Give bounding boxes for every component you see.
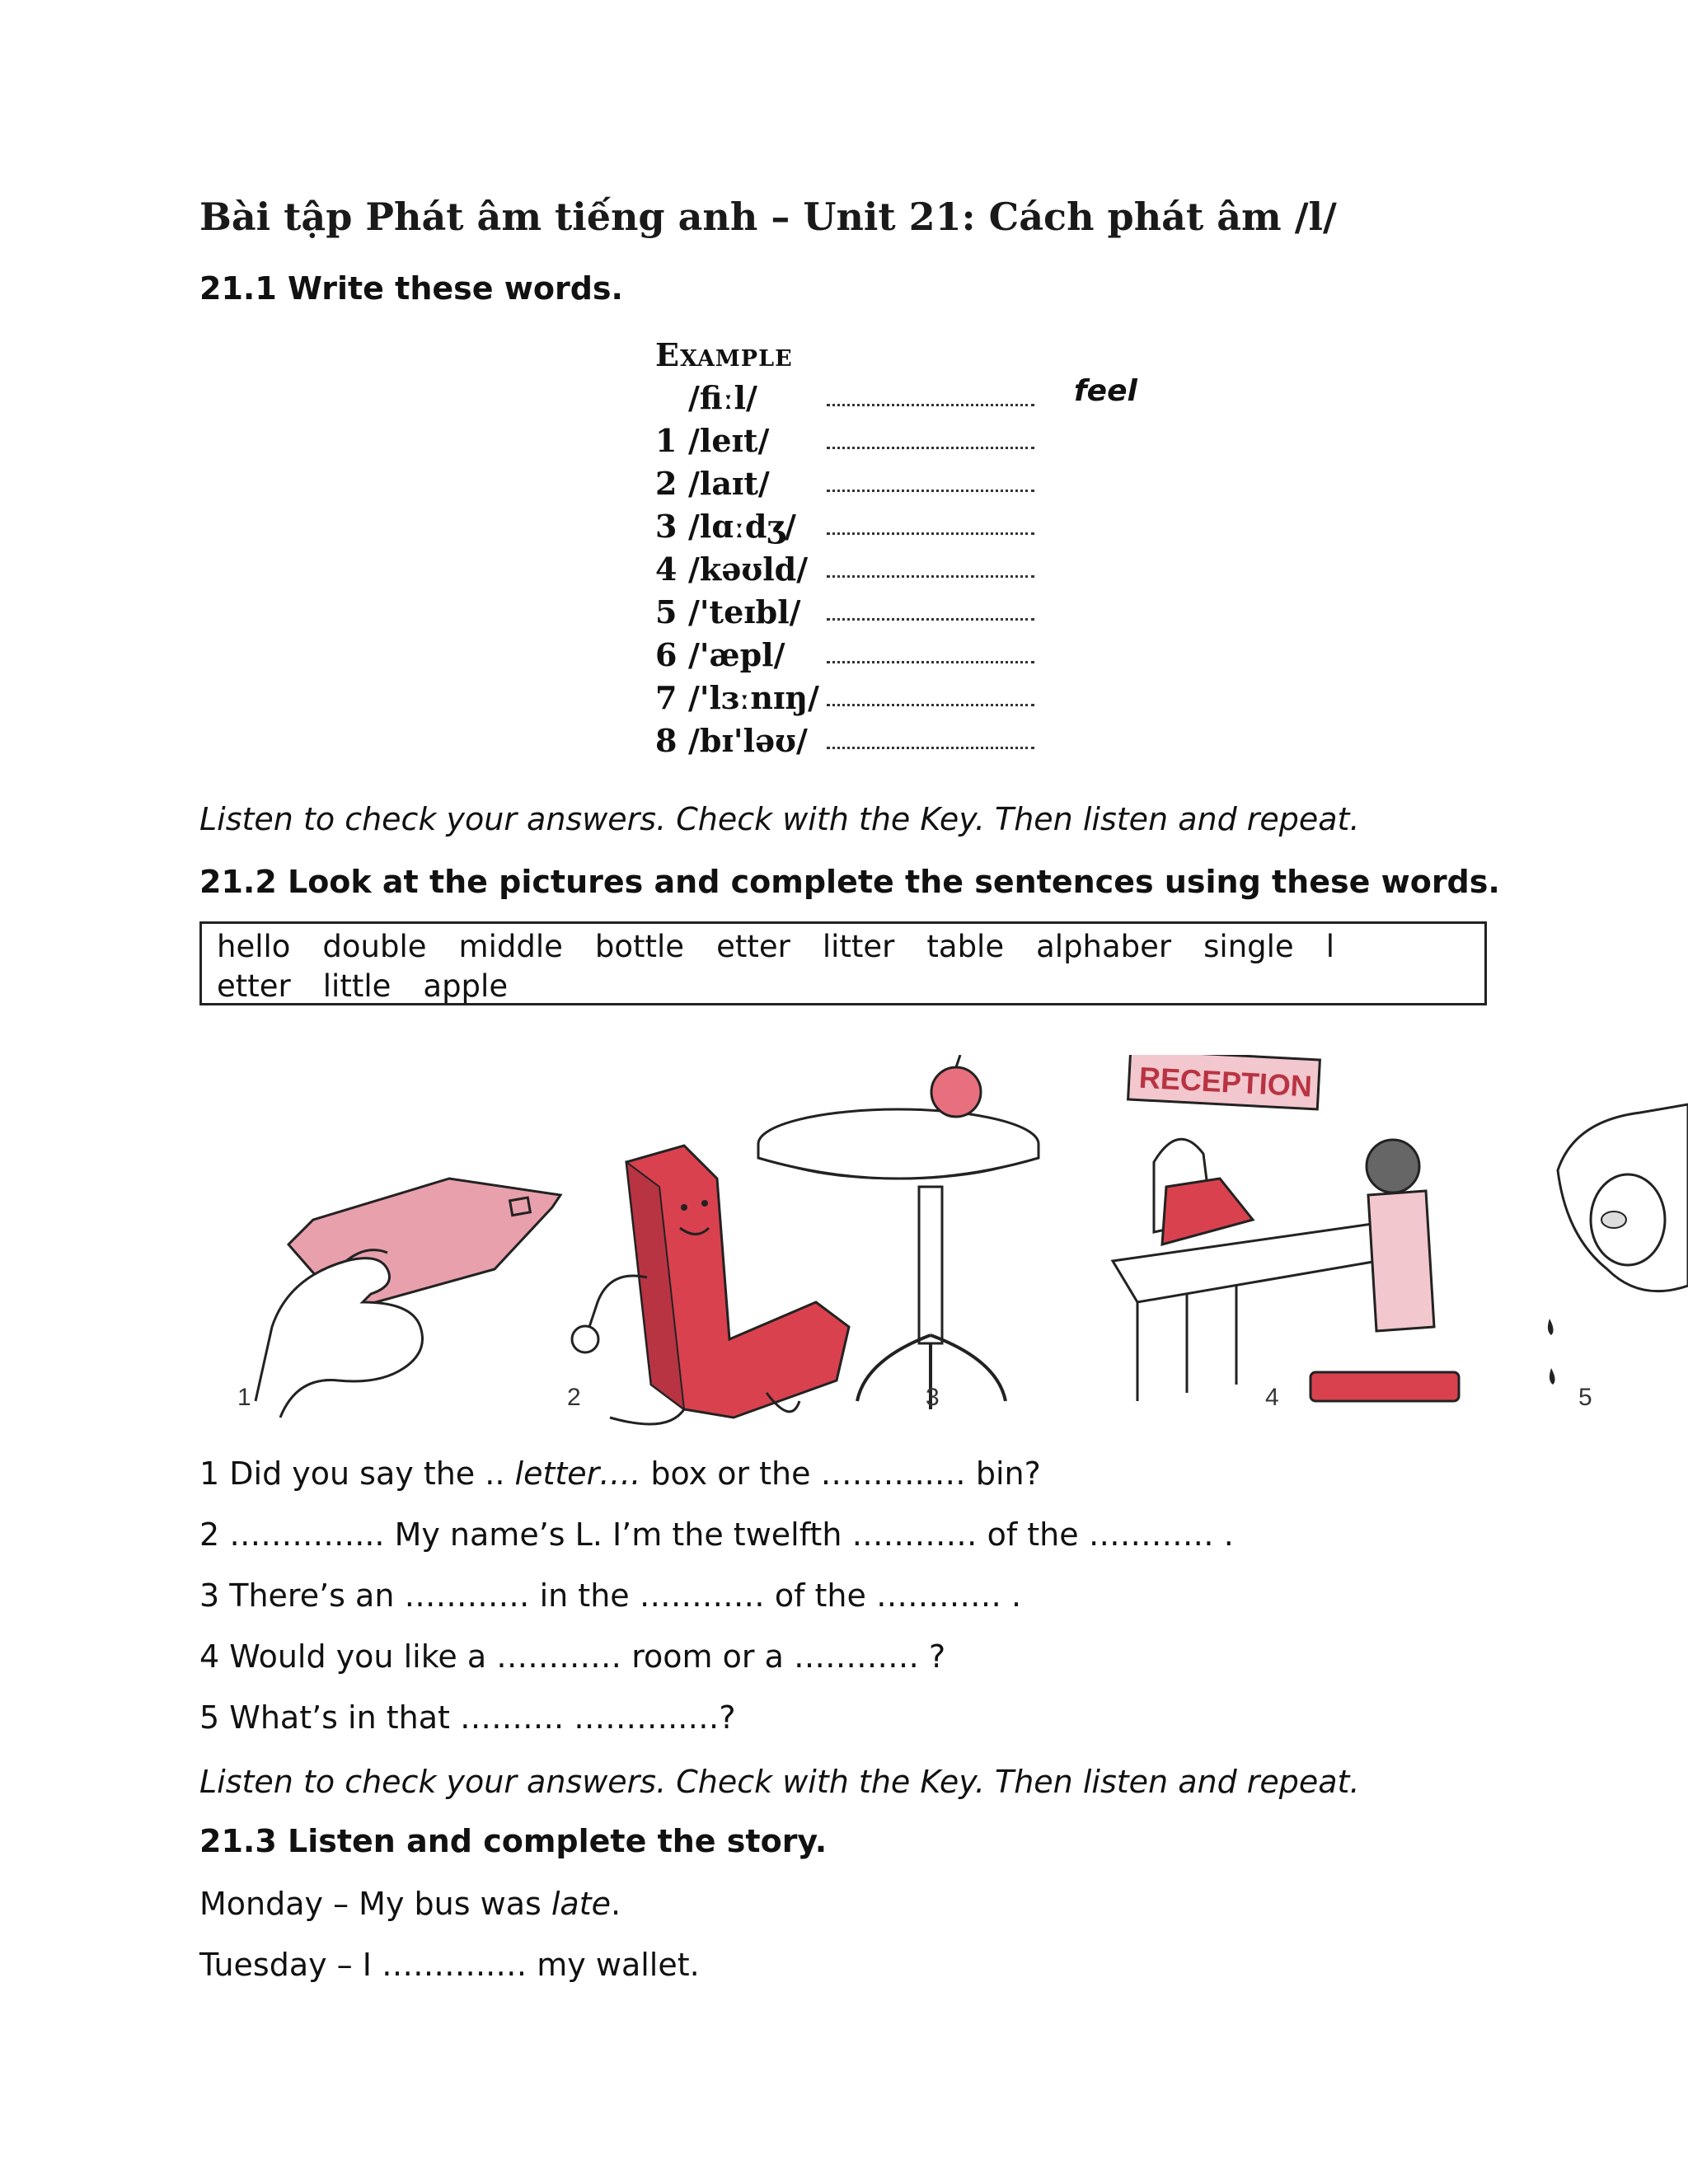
word-box-word: hello xyxy=(217,929,291,964)
example-item-1 xyxy=(655,422,769,459)
example-item-ipa: /'teɪbl/ xyxy=(688,593,801,630)
example-item-number: 6 xyxy=(655,636,678,673)
word-box-word: litter xyxy=(822,929,895,964)
answer-line xyxy=(827,422,1034,449)
example-item-number: 4 xyxy=(655,551,678,588)
example-item-4 xyxy=(655,551,808,588)
exercise-pictures xyxy=(223,1055,1688,1434)
word-box-word: etter xyxy=(716,929,790,964)
example-item-ipa: /'lɜːnɪŋ/ xyxy=(688,679,819,716)
example-item-8 xyxy=(655,722,808,759)
example-item-ipa: /kəʊld/ xyxy=(688,551,809,588)
exercise-1-instruction: Listen to check your answers. Check with the Key. Then listen and repeat. xyxy=(199,801,1360,837)
sentence-2: 2 …………... My name’s L. I’m the twelfth ………… of the ………… . xyxy=(199,1516,1234,1553)
example-item-ipa: /laɪt/ xyxy=(688,465,770,502)
word-box-word: l xyxy=(1325,929,1334,964)
example-item-number: 3 xyxy=(655,508,678,545)
story-line-2: Tuesday – I ………..… my wallet. xyxy=(199,1947,700,1983)
example-item-number: 2 xyxy=(655,465,678,502)
picture-number-5: 5 xyxy=(1578,1384,1592,1411)
example-item-ipa: /leɪt/ xyxy=(688,422,770,459)
word-box-word: single xyxy=(1203,929,1294,964)
picture-number-1: 1 xyxy=(237,1384,251,1411)
example-ipa: /fiːl/ xyxy=(688,379,757,416)
reception-picture xyxy=(1113,1055,1459,1401)
example-item-5 xyxy=(655,593,801,630)
word-box-word: double xyxy=(322,929,427,964)
exercise-1-heading: 21.1 Write these words. xyxy=(199,270,623,307)
word-box-word: table xyxy=(926,929,1005,964)
answer-line xyxy=(827,722,1034,749)
sentence-5: 5 What’s in that ………. ………..…? xyxy=(199,1699,736,1736)
example-item-ipa: /bɪ'ləʊ/ xyxy=(688,722,808,759)
example-answer-line xyxy=(827,374,1137,408)
exercise-2-instruction: Listen to check your answers. Check with the Key. Then listen and repeat. xyxy=(199,1764,1360,1800)
example-row xyxy=(655,374,1137,416)
word-box xyxy=(199,921,1487,1005)
bottle-picture xyxy=(1548,1104,1688,1385)
picture-number-2: 2 xyxy=(567,1384,581,1411)
example-item-ipa: /lɑːdʒ/ xyxy=(688,508,796,545)
sentence-3: 3 There’s an ………… in the ………… of the ………… . xyxy=(199,1577,1022,1614)
word-box-word: etter xyxy=(217,968,291,1004)
answer-line xyxy=(827,593,1034,621)
example-item-2 xyxy=(655,465,770,502)
sentence-4: 4 Would you like a ………… room or a ………… ? xyxy=(199,1638,946,1675)
example-item-number: 7 xyxy=(655,679,678,716)
story-example-answer: late xyxy=(551,1886,611,1922)
example-item-ipa: /'æpl/ xyxy=(688,636,785,673)
envelope-picture xyxy=(256,1179,560,1418)
answer-line xyxy=(827,508,1034,535)
example-answer: feel xyxy=(1074,374,1137,408)
exercise-3-heading: 21.3 Listen and complete the story. xyxy=(199,1823,828,1859)
example-item-6 xyxy=(655,636,785,673)
word-box-line-1 xyxy=(217,927,1470,967)
letter-l-character-picture xyxy=(572,1146,849,1424)
word-box-word: middle xyxy=(458,929,563,964)
reception-sign: RECEPTION xyxy=(1137,1060,1313,1104)
picture-number-4: 4 xyxy=(1265,1384,1279,1411)
example-item-number: 5 xyxy=(655,593,678,630)
sentence-1-example-answer: letter…. xyxy=(514,1455,641,1492)
answer-line xyxy=(827,679,1034,706)
answer-line xyxy=(827,551,1034,578)
example-item-7 xyxy=(655,679,819,716)
word-box-line-2 xyxy=(217,967,1470,1006)
word-box-word: apple xyxy=(423,968,509,1004)
answer-line xyxy=(827,636,1034,663)
example-item-3 xyxy=(655,508,796,545)
example-item-number: 8 xyxy=(655,722,678,759)
word-box-word: alphaber xyxy=(1036,929,1172,964)
word-box-word: bottle xyxy=(594,929,685,964)
exercise-2-heading: 21.2 Look at the pictures and complete the sentences using these words. xyxy=(199,864,1500,900)
story-line-1: Monday – My bus was late. xyxy=(199,1886,621,1922)
example-item-number: 1 xyxy=(655,422,678,459)
word-box-word: little xyxy=(322,968,392,1004)
example-label: Example xyxy=(655,336,793,373)
sentence-1: 1 Did you say the .. letter…. box or the ………..… bin? xyxy=(199,1455,1041,1492)
page-title: Bài tập Phát âm tiếng anh – Unit 21: Cách phát âm /l/ xyxy=(199,194,1337,239)
picture-number-3: 3 xyxy=(926,1384,940,1411)
answer-line xyxy=(827,465,1034,492)
example-list xyxy=(655,336,1137,765)
